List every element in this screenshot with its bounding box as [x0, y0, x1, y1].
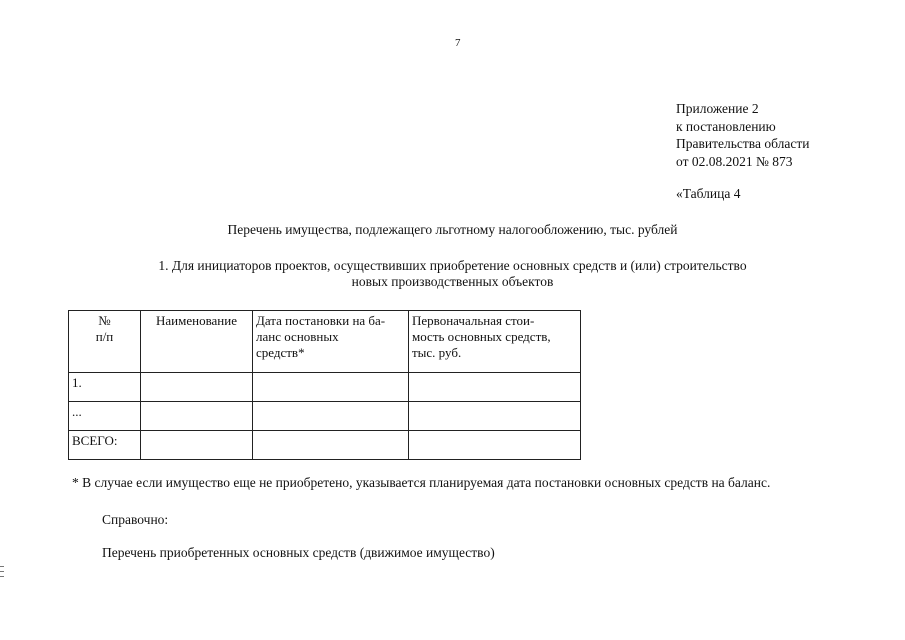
- header-date-line: ланс основных: [256, 329, 339, 344]
- cell-date: [253, 373, 409, 402]
- table-row: [69, 373, 581, 402]
- document-title: Перечень имущества, подлежащего льготному налогообложению, тыс. рублей: [227, 222, 678, 237]
- cell-cost: [409, 402, 581, 431]
- appendix-block: [676, 100, 809, 170]
- header-date-line: Дата постановки на ба-: [256, 313, 386, 328]
- margin-mark: [0, 571, 4, 572]
- reference-label: Справочно:: [102, 512, 169, 527]
- page-number: 7: [455, 37, 461, 49]
- header-cost: [409, 311, 581, 373]
- cell-date: [253, 402, 409, 431]
- footnote: * В случае если имущество еще не приобретено, указывается планируемая дата постановки основных средств на баланс.: [72, 475, 771, 490]
- appendix-line: от 02.08.2021 № 873: [676, 153, 793, 169]
- section-title-line: новых производственных объектов: [351, 274, 554, 289]
- cell-name: [141, 431, 253, 460]
- header-date-line: средств*: [256, 345, 305, 360]
- list-title: Перечень приобретенных основных средств (движимое имущество): [102, 545, 495, 560]
- margin-mark: [0, 566, 4, 567]
- table-row: [69, 402, 581, 431]
- table-reference: «Таблица 4: [676, 186, 741, 201]
- cell-cost: [409, 373, 581, 402]
- section-title-line: 1. Для инициаторов проектов, осуществивших приобретение основных средств и (или) строительство: [158, 258, 747, 273]
- margin-mark: [0, 576, 4, 577]
- cell-total-label: ВСЕГО:: [69, 431, 141, 460]
- cell-number: 1.: [69, 373, 141, 402]
- cell-name: [141, 402, 253, 431]
- property-table: [68, 310, 581, 460]
- header-date: [253, 311, 409, 373]
- header-number-line: №: [98, 313, 111, 328]
- cell-number: ...: [69, 402, 141, 431]
- cell-date: [253, 431, 409, 460]
- section-title: [0, 258, 905, 290]
- appendix-line: к постановлению: [676, 118, 776, 134]
- header-number-line: п/п: [95, 329, 114, 344]
- appendix-line: Правительства области: [676, 136, 810, 151]
- header-number: [69, 311, 141, 373]
- header-cost-line: Первоначальная стои-: [412, 313, 535, 328]
- header-cost-line: тыс. руб.: [412, 345, 462, 360]
- table-total-row: [69, 431, 581, 460]
- appendix-line: Приложение 2: [676, 101, 759, 116]
- table-header-row: [69, 311, 581, 373]
- header-cost-line: мость основных средств,: [412, 329, 551, 344]
- header-name: Наименование: [141, 311, 253, 373]
- cell-name: [141, 373, 253, 402]
- cell-cost: [409, 431, 581, 460]
